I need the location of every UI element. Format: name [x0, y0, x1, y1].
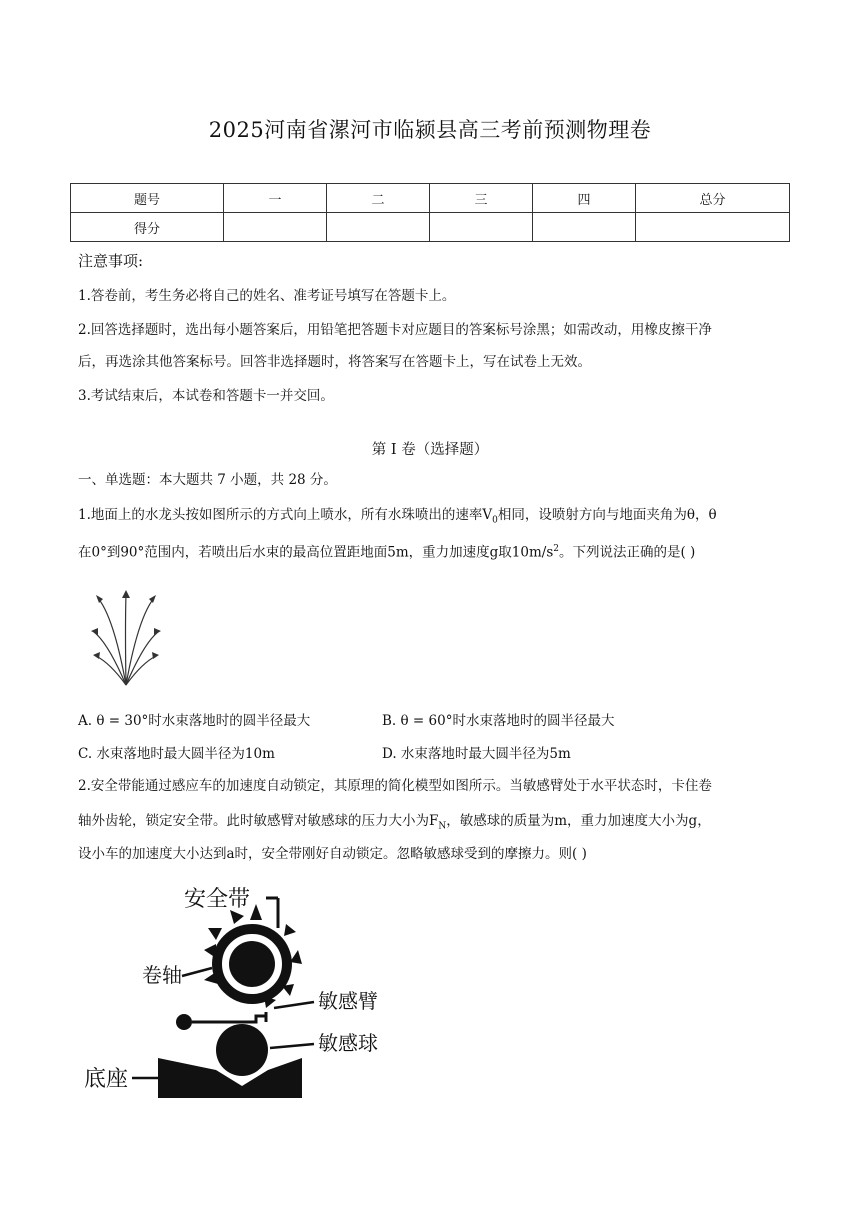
score-cell-total	[636, 213, 790, 242]
header-cell-4: 四	[533, 184, 636, 213]
header-cell-1: 一	[224, 184, 327, 213]
q2-line-2-a: 轴外齿轮，锁定安全带。此时敏感臂对敏感球的压力大小为F	[78, 813, 439, 829]
notice-item-3: 3.考试结束后，本试卷和答题卡一并交回。	[78, 388, 334, 404]
score-cell-2	[327, 213, 430, 242]
q1-line-2-a: 在0°到90°范围内，若喷出后水束的最高位置距地面5m，重力加速度g取10m/s	[78, 544, 554, 561]
notice-item-2-line-2: 后，再选涂其他答案标号。回答非选择题时，将答案写在答题卡上，写在试卷上无效。	[78, 354, 591, 370]
notice-item-1: 1.答卷前，考生务必将自己的姓名、准考证号填写在答题卡上。	[78, 288, 456, 304]
q2-line-1: 2.安全带能通过感应车的加速度自动锁定，其原理的简化模型如图所示。当敏感臂处于水平状态时，卡住卷	[78, 778, 712, 794]
q1-option-c: C. 水束落地时最大圆半径为10m	[78, 746, 275, 762]
q1-line-1-a: 1.地面上的水龙头按如图所示的方式向上喷水，所有水珠喷出的速率	[78, 507, 483, 523]
score-table-header-row	[71, 184, 790, 213]
label-ball: 敏感球	[318, 1031, 378, 1055]
q2-fn-subscript: N	[438, 821, 447, 832]
q2-line-2	[78, 811, 711, 837]
score-row-label: 得分	[71, 213, 224, 242]
notice-heading: 注意事项:	[78, 252, 144, 270]
score-cell-3	[430, 213, 533, 242]
score-cell-4	[533, 213, 636, 242]
header-cell-3: 三	[430, 184, 533, 213]
q1-line-2-b: 。下列说法正确的是( )	[559, 544, 696, 561]
label-arm: 敏感臂	[318, 989, 378, 1013]
score-table	[70, 183, 790, 242]
q1-line-1	[78, 505, 717, 531]
q1-v-symbol: V	[482, 507, 493, 523]
q1-line-1-b: 相同，设喷射方向与地面夹角为θ，θ	[497, 507, 717, 523]
header-cell-2: 二	[327, 184, 430, 213]
q1-option-a: A. θ = 30°时水束落地时的圆半径最大	[78, 713, 311, 729]
score-table-score-row	[71, 213, 790, 242]
q1-line-2	[78, 539, 695, 563]
q1-option-b: B. θ = 60°时水束落地时的圆半径最大	[382, 713, 615, 729]
q1-option-d: D. 水束落地时最大圆半径为5m	[382, 746, 571, 762]
part-heading: 一、单选题：本大题共 7 小题，共 28 分。	[78, 472, 337, 488]
q1-v-subscript: 0	[492, 515, 498, 526]
seatbelt-figure	[80, 876, 400, 1100]
score-cell-1	[224, 213, 327, 242]
page-title: 2025河南省漯河市临颍县高三考前预测物理卷	[208, 118, 652, 142]
header-cell-question: 题号	[71, 184, 224, 213]
notice-item-2-line-1: 2.回答选择题时，选出每小题答案后，用铅笔把答题卡对应题目的答案标号涂黑；如需改动，用橡皮擦干净	[78, 322, 712, 338]
q2-line-3: 设小车的加速度大小达到a时，安全带刚好自动锁定。忽略敏感球受到的摩擦力。则( )	[78, 846, 587, 862]
label-base: 底座	[84, 1067, 129, 1092]
q1-superscript: 2	[553, 544, 559, 554]
label-reel: 卷轴	[142, 963, 182, 987]
label-belt: 安全带	[184, 887, 251, 912]
fountain-figure	[86, 588, 170, 688]
q2-line-2-b: ，敏感球的质量为m，重力加速度大小为g，	[446, 813, 711, 829]
section-title: 第 I 卷（选择题）	[371, 442, 489, 458]
header-cell-total: 总分	[636, 184, 790, 213]
